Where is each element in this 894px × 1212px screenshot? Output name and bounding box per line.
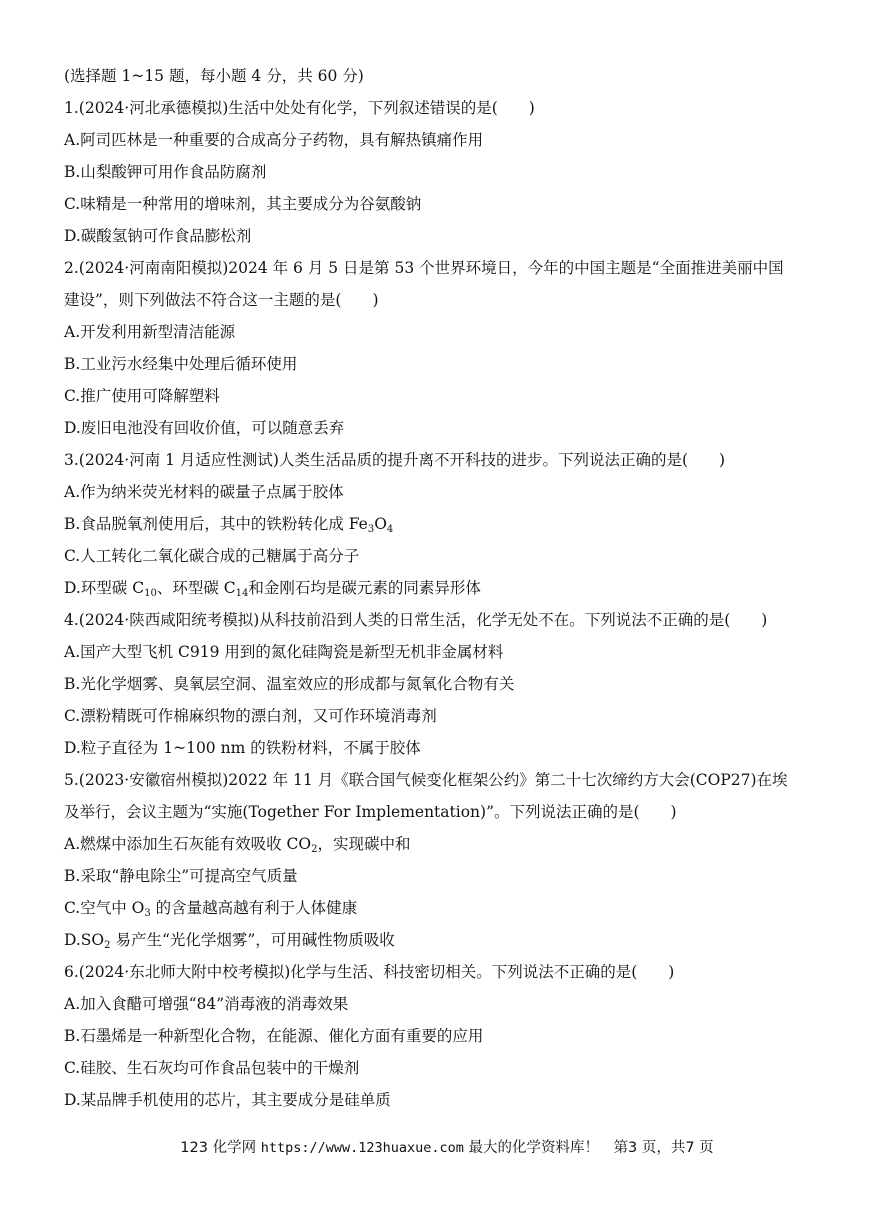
question-4-stem: 4.(2024·陕西咸阳统考模拟)从科技前沿到人类的日常生活，化学无处不在。下列说法不正确的是( ) [64, 611, 768, 629]
question-3-option-b: B.食品脱氧剂使用后，其中的铁粉转化成 $Fe_3O_4$ [64, 515, 394, 535]
question-2-stem-line1: 2.(2024·河南南阳模拟)2024 年 6 月 5 日是第 53 个世界环境日，今年的中国主题是“全面推进美丽中国 [64, 259, 784, 277]
question-5-stem-line2: 及举行，会议主题为“实施(Together For Implementation)”。下列说法正确的是( ) [64, 803, 677, 821]
question-6-option-d: D.某品牌手机使用的芯片，其主要成分是硅单质 [64, 1091, 391, 1109]
question-5-option-a: A.燃煤中添加生石灰能有效吸收 $CO_2$，实现碳中和 [64, 835, 411, 855]
question-6-option-b: B.石墨烯是一种新型化合物，在能源、催化方面有重要的应用 [64, 1027, 484, 1045]
question-2-option-a: A.开发利用新型清洁能源 [64, 323, 236, 341]
question-4-option-d: D.粒子直径为 1~100 nm 的铁粉材料，不属于胶体 [64, 739, 421, 757]
question-3-stem: 3.(2024·河南 1 月适应性测试)人类生活品质的提升离不开科技的进步。下列说法正确的是( ) [64, 451, 726, 469]
question-3-option-d: D.环型碳 $C_{10}$、环型碳 $C_{14}$和金刚石均是碳元素的同素异形体 [64, 579, 481, 599]
footer-prefix: 123 化学网 [180, 1140, 261, 1156]
question-2-option-c: C.推广使用可降解塑料 [64, 387, 220, 405]
question-5-stem-line1: 5.(2023·安徽宿州模拟)2022 年 11 月《联合国气候变化框架公约》第二十七次缔约方大会(COP27)在埃 [64, 771, 788, 789]
question-1-option-c: C.味精是一种常用的增味剂，其主要成分为谷氨酸钠 [64, 195, 422, 213]
question-3-option-c: C.人工转化二氧化碳合成的己糖属于高分子 [64, 547, 360, 565]
question-2-stem-line2: 建设”，则下列做法不符合这一主题的是( ) [64, 291, 379, 309]
question-5-option-c: C.空气中 $O_3$ 的含量越高越有利于人体健康 [64, 899, 358, 919]
question-1-option-d: D.碳酸氢钠可作食品膨松剂 [64, 227, 252, 245]
question-4-option-c: C.漂粉精既可作棉麻织物的漂白剂，又可作环境消毒剂 [64, 707, 437, 725]
question-2-option-d: D.废旧电池没有回收价值，可以随意丢弃 [64, 419, 345, 437]
footer-page-info: 最大的化学资料库！ 第3 页，共7 页 [463, 1140, 714, 1156]
footer-site-link[interactable]: https://www.123huaxue.com [260, 1140, 464, 1156]
question-5-option-d: $D.SO_2$ 易产生“光化学烟雾”，可用碱性物质吸收 [64, 931, 395, 951]
section-header: (选择题 1~15 题，每小题 4 分，共 60 分) [64, 67, 364, 85]
question-4-option-b: B.光化学烟雾、臭氧层空洞、温室效应的形成都与氮氧化合物有关 [64, 675, 515, 693]
question-6-stem: 6.(2024·东北师大附中校考模拟)化学与生活、科技密切相关。下列说法不正确的是( ) [64, 963, 675, 981]
page-footer [0, 1138, 894, 1158]
question-6-option-a: A.加入食醋可增强“84”消毒液的消毒效果 [64, 995, 349, 1013]
question-1-option-b: B.山梨酸钾可用作食品防腐剂 [64, 163, 267, 181]
question-1-option-a: A.阿司匹林是一种重要的合成高分子药物，具有解热镇痛作用 [64, 131, 484, 149]
question-5-option-b: B.采取“静电除尘”可提高空气质量 [64, 867, 298, 885]
question-3-option-a: A.作为纳米荧光材料的碳量子点属于胶体 [64, 483, 344, 501]
question-2-option-b: B.工业污水经集中处理后循环使用 [64, 355, 298, 373]
question-1-stem: 1.(2024·河北承德模拟)生活中处处有化学，下列叙述错误的是( ) [64, 99, 535, 117]
question-6-option-c: C.硅胶、生石灰均可作食品包装中的干燥剂 [64, 1059, 360, 1077]
question-4-option-a: A.国产大型飞机 C919 用到的氮化硅陶瓷是新型无机非金属材料 [64, 643, 504, 661]
